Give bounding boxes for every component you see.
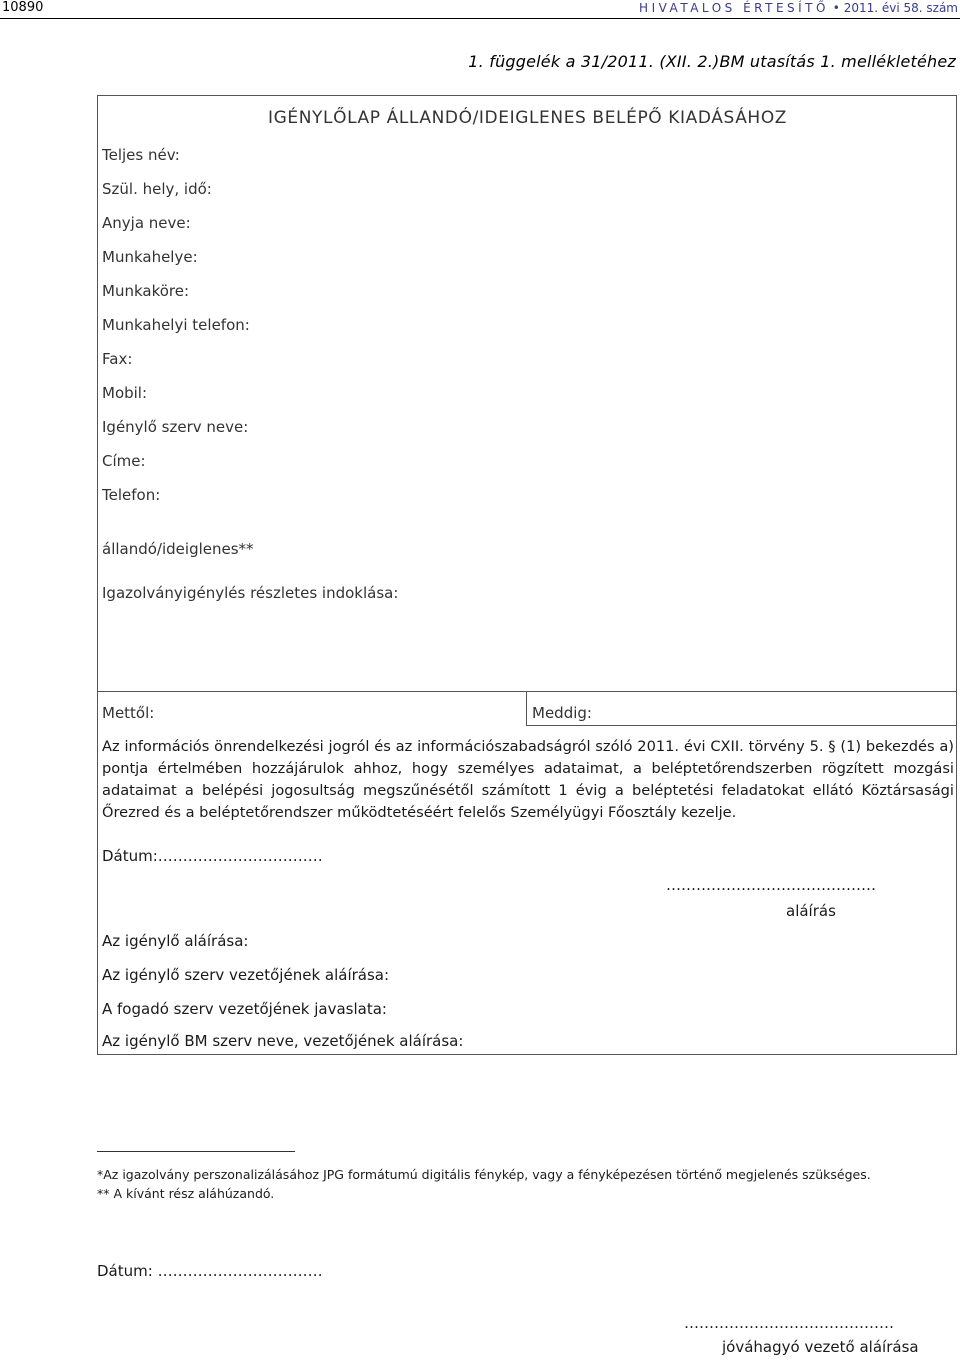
footnote-underline: ** A kívánt rész aláhúzandó.	[97, 1186, 275, 1201]
field-job: Munkaköre:	[102, 282, 190, 300]
header-rule	[0, 18, 960, 19]
bm-org-signature: Az igénylő BM szerv neve, vezetőjének aláírása:	[102, 1032, 464, 1050]
appendix-title: 1. függelék a 31/2011. (XII. 2.)BM utasítás 1. mellékletéhez	[468, 52, 956, 71]
field-fax: Fax:	[102, 350, 133, 368]
form-title: IGÉNYLŐLAP ÁLLANDÓ/IDEIGLENES BELÉPŐ KIADÁSÁHOZ	[268, 108, 788, 128]
validity-column-divider	[526, 691, 527, 725]
applicant-signature: Az igénylő aláírása:	[102, 932, 249, 950]
org-head-signature: Az igénylő szerv vezetőjének aláírása:	[102, 966, 390, 984]
field-mobile: Mobil:	[102, 384, 148, 402]
field-mother-name: Anyja neve:	[102, 214, 191, 232]
field-org-name: Igénylő szerv neve:	[102, 418, 249, 436]
publication-title: HIVATALOS ÉRTESÍTŐ	[639, 1, 829, 15]
host-org-proposal: A fogadó szerv vezetőjének javaslata:	[102, 1000, 387, 1018]
field-pass-type: állandó/ideiglenes**	[102, 540, 254, 558]
issue-info: 2011. évi 58. szám	[843, 1, 958, 15]
approver-signature-label: jóváhagyó vezető aláírása	[722, 1338, 919, 1356]
field-workplace: Munkahelye:	[102, 248, 198, 266]
field-address: Címe:	[102, 452, 146, 470]
field-birth: Szül. hely, idő:	[102, 180, 212, 198]
validity-bottom-rule	[526, 725, 957, 726]
validity-divider	[97, 691, 957, 692]
field-valid-until: Meddig:	[532, 704, 592, 722]
signature-line: ……………………………………	[666, 876, 876, 894]
field-justification: Igazolványigénylés részletes indoklása:	[102, 584, 399, 602]
bottom-date: Dátum: ……………………………	[97, 1262, 323, 1280]
signature-label: aláírás	[786, 902, 836, 920]
page-number: 10890	[2, 0, 44, 15]
footnote-photo: *Az igazolvány perszonalizálásához JPG formátumú digitális fénykép, vagy a fényképezésen történő megjelenés szükséges.	[97, 1167, 871, 1182]
footnote-rule	[97, 1151, 295, 1152]
field-valid-from: Mettől:	[102, 704, 155, 722]
field-full-name: Teljes név:	[102, 146, 180, 164]
consent-statement: Az információs önrendelkezési jogról és az információszabadságról szóló 2011. évi CXII. törvény 5. § (1) bekezdés a) pontja értelmében hozzájárulok ahhoz, hogy személyes adataimat, a beléptetőrendszerben rögzített mozgási adataimat a belépési jogosultság megszűnésétől számított 1 évig a beléptetési feladatokat ellátó Köztársasági Őrezred és a beléptetőrendszer működtetéséért felelős Személyügyi Főosztály kezelje.	[102, 738, 954, 821]
form-date: Dátum:……………………………	[102, 847, 323, 865]
publication-header	[639, 1, 958, 15]
approver-signature-line: ……………………………………	[684, 1314, 894, 1332]
field-work-phone: Munkahelyi telefon:	[102, 316, 250, 334]
field-phone: Telefon:	[102, 486, 161, 504]
header-bullet: •	[832, 1, 840, 15]
